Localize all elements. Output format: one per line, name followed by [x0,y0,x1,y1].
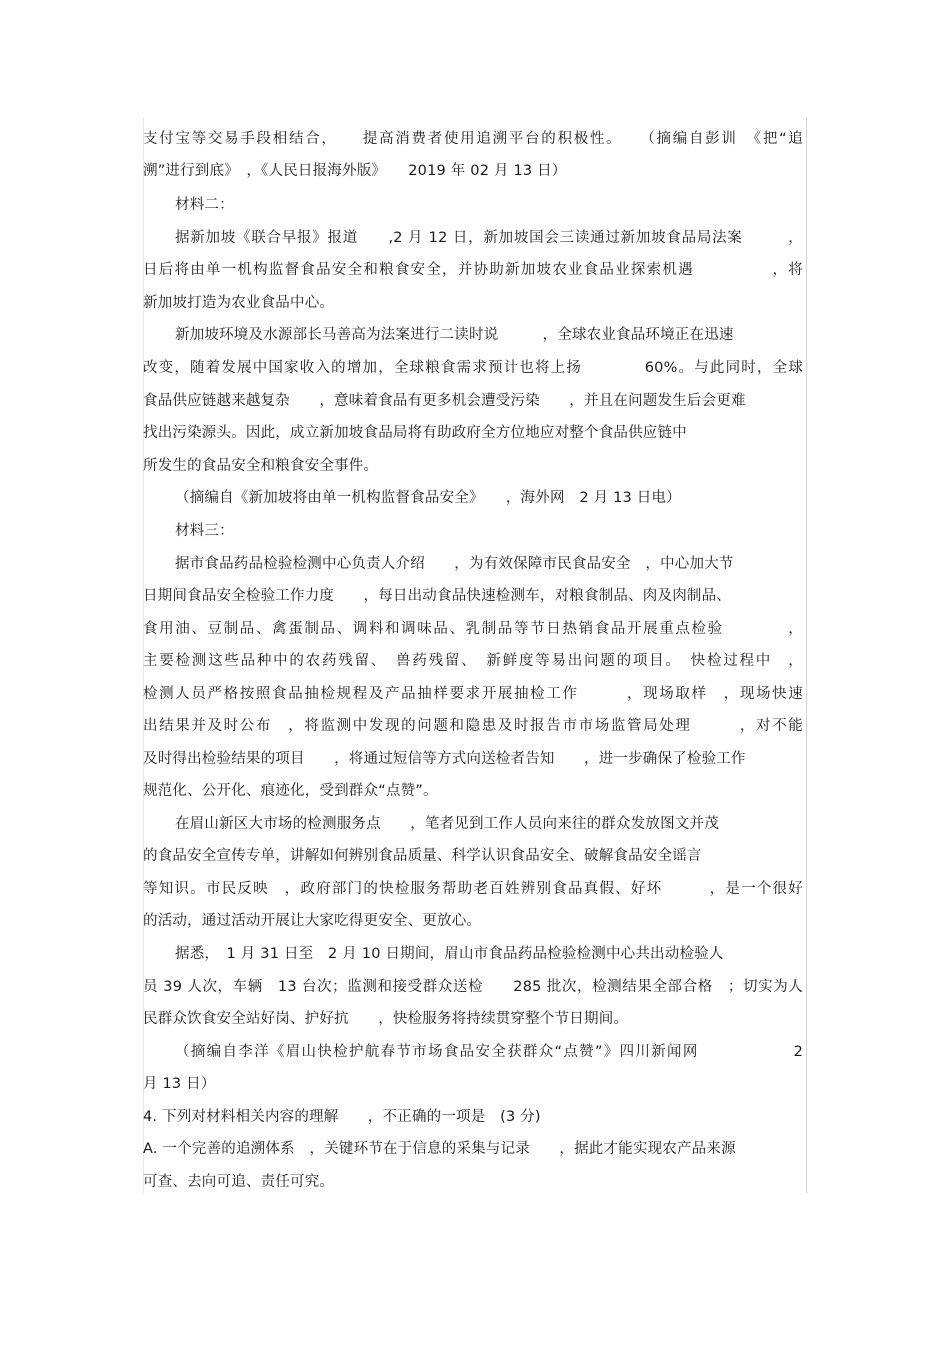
text-line: 据悉， 1 月 31 日至 2 月 10 日期间，眉山市食品药品检验检测中心共出动检验人 [175,946,724,962]
text-line: 找出污染源头。因此，成立新加坡食品局将有助政府全方位地应对整个食品供应链中 [143,425,687,441]
text-line: 规范化、公开化、痕迹化，受到群众“点赞”。 [143,783,438,799]
text-line: 主要检测这些品种中的农药残留、 兽药残留、 新鲜度等易出问题的项目。 快检过程中 ， [143,653,803,669]
text-line: 月 13 日） [143,1076,216,1092]
text-line: 食品供应链越来越复杂 ，意味着食品有更多机会遭受污染 ，并且在问题发生后会更难 [143,393,746,409]
question-stem: 4. 下列对材料相关内容的理解 ，不正确的一项是 (3 分) [143,1109,541,1125]
right-margin-rule [806,118,807,1193]
text-line: 据市食品药品检验检测中心负责人介绍 ，为有效保障市民食品安全 ，中心加大节 [175,556,734,572]
text-line: 员 39 人次，车辆 13 台次；监测和接受群众送检 285 批次，检测结果全部合格 ；切实为人 [143,979,803,995]
option-a: A. 一个完善的追溯体系 ，关键环节在于信息的采集与记录 ，据此才能实现农产品来源 [143,1141,736,1157]
text-line: 及时得出检验结果的项目 ，将通过短信等方式向送检者告知 ，进一步确保了检验工作 [143,751,746,767]
text-line: 据新加坡《联合早报》报道 ,2 月 12 日，新加坡国会三读通过新加坡食品局法案 ， [175,230,803,246]
text-line: 出结果并及时公布 ，将监测中发现的问题和隐患及时报告市市场监管局处理 ，对不能 [143,718,803,734]
text-line: 等知识。市民反映 ，政府部门的快检服务帮助老百姓辨别食品真假、好坏 ，是一个很好 [143,881,803,897]
text-line: 食用油、豆制品、禽蛋制品、调料和调味品、乳制品等节日热销食品开展重点检验 ， [143,621,803,637]
section-heading: 材料三： [175,523,234,539]
text-line: 所发生的食品安全和粮食安全事件。 [143,458,379,474]
text-line: 新加坡环境及水源部长马善高为法案进行二读时说 ，全球农业食品环境正在迅速 [175,327,734,343]
text-line: 溯”进行到底》 ，《人民日报海外版》 2019 年 02 月 13 日） [143,163,567,179]
source-citation: （摘编自《新加坡将由单一机构监督食品安全》 ，海外网 2 月 13 日电） [175,490,681,506]
source-citation: （摘编自李洋《眉山快检护航春节市场食品安全获群众“点赞”》四川新闻网 2 [175,1044,803,1060]
text-line: 改变，随着发展中国家收入的增加，全球粮食需求预计也将上扬 60%。与此同时，全球 [143,360,803,376]
option-a-continued: 可查、去向可追、责任可究。 [143,1174,335,1190]
text-line: 支付宝等交易手段相结合， 提高消费者使用追溯平台的积极性。 （摘编自彭训 《把“追 [143,131,803,147]
text-line: 检测人员严格按照食品抽检规程及产品抽样要求开展抽检工作 ，现场取样 ，现场快速 [143,686,803,702]
text-line: 民群众饮食安全站好岗、护好抗 ，快检服务将持续贯穿整个节日期间。 [143,1011,629,1027]
text-line: 的活动，通过活动开展让大家吃得更安全、更放心。 [143,913,482,929]
section-heading: 材料二： [175,197,234,213]
text-line: 的食品安全宣传专单，讲解如何辨别食品质量、科学认识食品安全、破解食品安全谣言 [143,848,702,864]
text-line: 在眉山新区大市场的检测服务点 ，笔者见到工作人员向来往的群众发放图文并茂 [175,816,719,832]
text-line: 新加坡打造为农业食品中心。 [143,295,335,311]
text-line: 日期间食品安全检验工作力度 ，每日出动食品快速检测车，对粮食制品、肉及肉制品、 [143,588,731,604]
text-line: 日后将由单一机构监督食品安全和粮食安全，并协助新加坡农业食品业探索机遇 ，将 [143,262,803,278]
